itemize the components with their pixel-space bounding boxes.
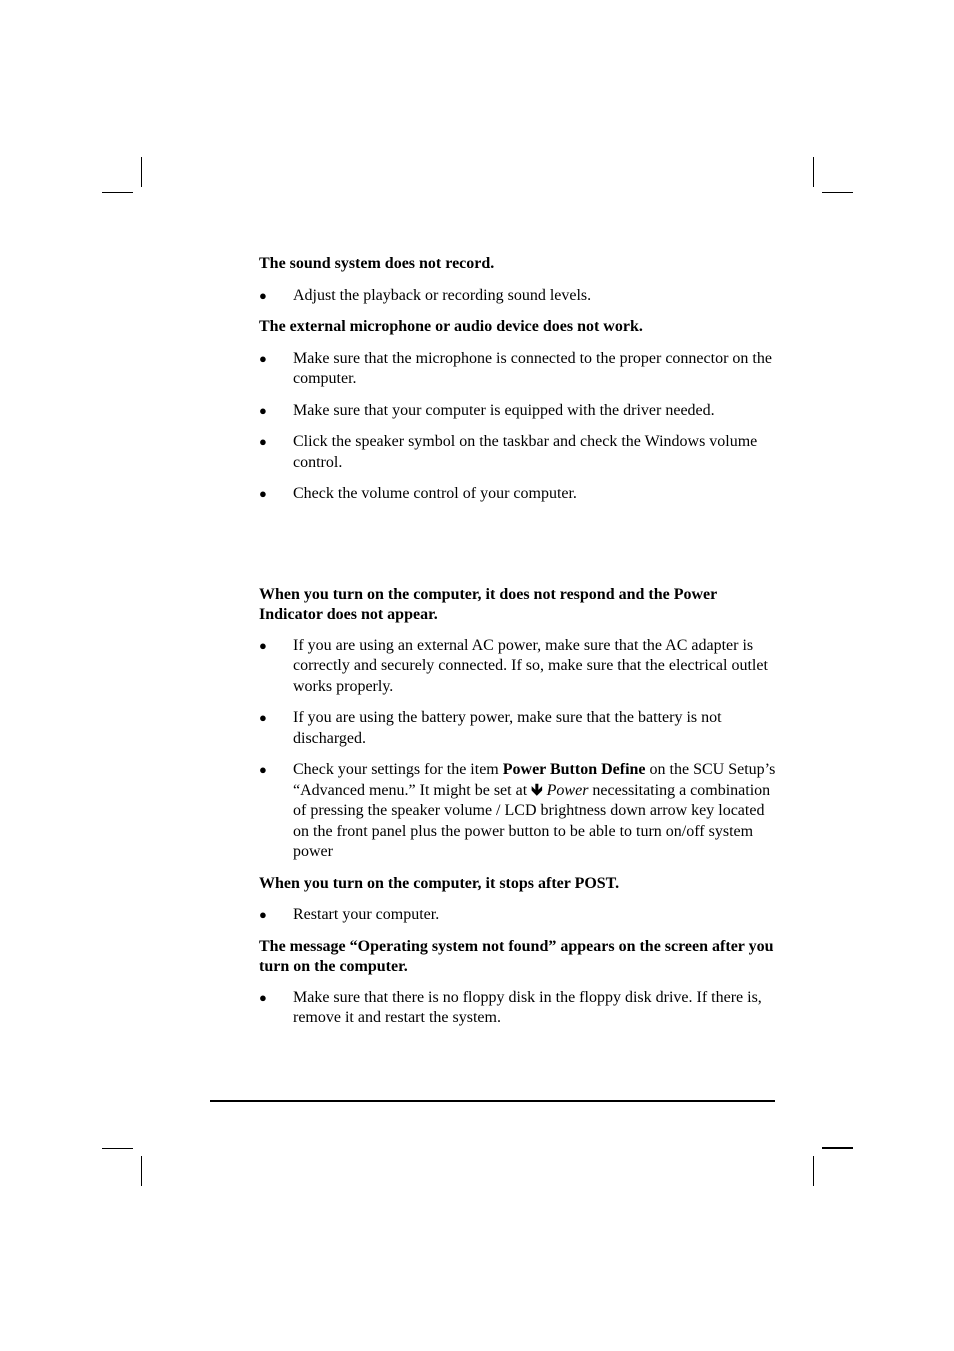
crop-mark: [822, 192, 853, 193]
bullet-icon: ●: [259, 287, 267, 303]
footer-rule: [210, 1100, 775, 1102]
list-item: [259, 432, 779, 473]
section-heading: The external microphone or audio device does not work.: [259, 318, 643, 335]
list-item-text: If you are using an external AC power, make sure that the AC adapter is correctly and securely connected. If so, make sure that the electrical outlet works properly.: [293, 636, 768, 695]
list-item: [259, 760, 779, 863]
setting-value: Power: [546, 781, 589, 799]
section-heading: The message “Operating system not found” appears on the screen after you turn on the computer.: [259, 937, 774, 975]
crop-mark: [141, 157, 142, 187]
section-heading: The sound system does not record.: [259, 255, 495, 272]
list-item-text: Check the volume control of your computer.: [293, 485, 577, 502]
list-item: [259, 905, 779, 926]
crop-mark: [813, 1156, 814, 1186]
list-item-text: Make sure that your computer is equipped with the driver needed.: [293, 401, 715, 419]
bullet-icon: ●: [259, 434, 267, 449]
list-item-text: Check your settings for the item Power Button Define on the SCU Setup’s “Advanced menu.” It might be set at 🡻 Power necessitating a combination of pressing the speaker volume / LCD brightness down arrow key located on the front panel plus the power button to be able to turn on/off system power: [293, 761, 776, 860]
section-heading: When you turn on the computer, it stops after POST.: [259, 874, 620, 892]
list-item: [259, 286, 779, 307]
down-arrow-icon: 🡻: [531, 781, 543, 799]
list-item: [259, 636, 779, 698]
list-item-text: Make sure that there is no floppy disk in the floppy disk drive. If there is, remove it and restart the system.: [293, 988, 762, 1026]
bullet-icon: ●: [259, 637, 267, 653]
list-item: [259, 349, 779, 390]
crop-mark: [822, 1147, 853, 1149]
list-item: [259, 988, 779, 1029]
list-item: [259, 401, 779, 422]
bullet-icon: ●: [259, 907, 267, 922]
list-item-text: Restart your computer.: [293, 906, 440, 923]
page-content: [259, 254, 779, 1029]
section-heading: When you turn on the computer, it does not respond and the Power Indicator does not appear.: [259, 585, 717, 623]
bullet-icon: ●: [259, 762, 267, 777]
list-item-text: Click the speaker symbol on the taskbar and check the Windows volume control.: [293, 433, 758, 471]
bullet-icon: ●: [259, 486, 267, 501]
crop-mark: [102, 192, 133, 193]
bullet-icon: ●: [259, 402, 267, 418]
list-item-text: Adjust the playback or recording sound levels.: [293, 286, 592, 304]
crop-mark: [813, 157, 814, 187]
list-item: [259, 708, 779, 749]
crop-mark: [141, 1156, 142, 1186]
list-item-text: Make sure that the microphone is connected to the proper connector on the computer.: [293, 349, 772, 387]
list-item: [259, 484, 779, 505]
list-item-text: If you are using the battery power, make sure that the battery is not discharged.: [293, 709, 722, 747]
bullet-icon: ●: [259, 710, 267, 725]
setting-name: Power Button Define: [502, 761, 646, 778]
crop-mark: [102, 1148, 133, 1149]
bullet-icon: ●: [259, 350, 267, 366]
bullet-icon: ●: [259, 989, 267, 1005]
